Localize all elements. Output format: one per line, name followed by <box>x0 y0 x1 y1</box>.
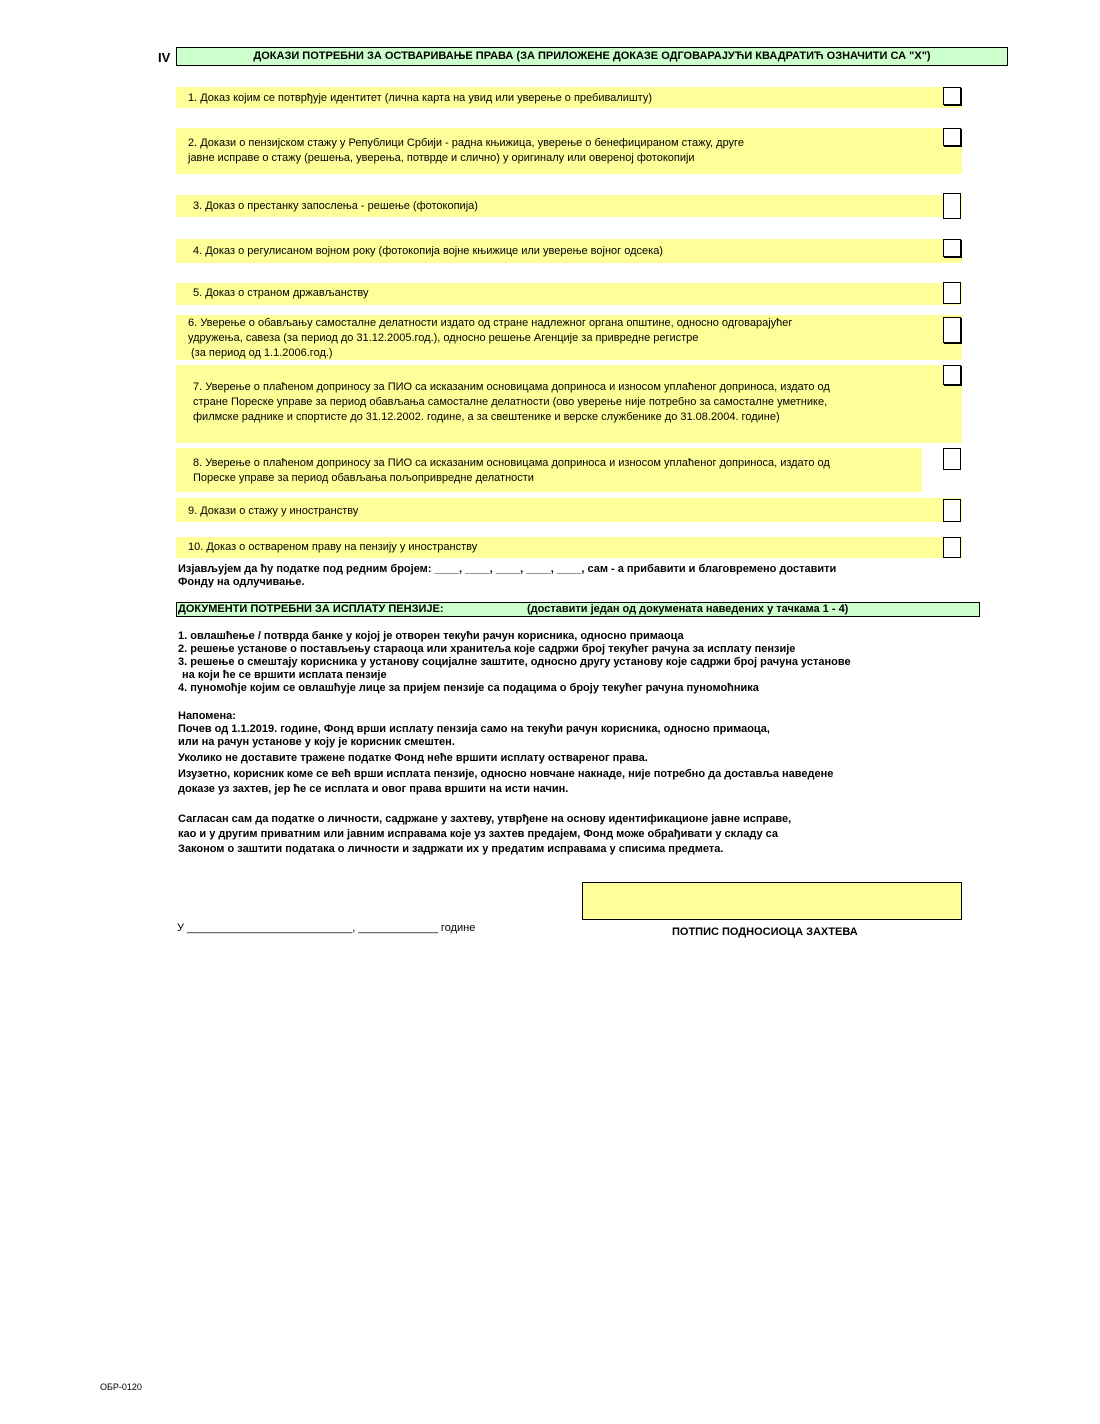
checkbox-item-5[interactable] <box>943 282 961 304</box>
item-7-line-3: филмске раднике и спортисте до 31.12.2002. године, а за свештенике и верске службенике до 31.08.2004. године) <box>193 411 780 423</box>
item-10-line-1: 10. Доказ о оствареном праву на пензију у иностранству <box>188 541 478 553</box>
note-line-2: или на рачун установе у коју је корисник смештен. <box>178 736 455 748</box>
note-line-3: Уколико не доставите тражене податке Фонд неће вршити исплату оствареног права. <box>178 752 648 764</box>
item-6-line-1: 6. Уверење о обављању самосталне делатности издато од стране надлежног органа општине, односно одговарајућег <box>188 317 793 329</box>
signature-field[interactable] <box>582 882 962 920</box>
checkbox-item-2[interactable] <box>943 128 961 146</box>
item-9 <box>188 504 358 519</box>
checkbox-item-7[interactable] <box>943 365 961 385</box>
item-3-line-1: 3. Доказ о престанку запослења - решење (фотокопија) <box>193 200 478 212</box>
payment-doc-line-1: 1. овлашћење / потврда банке у којој је отворен текући рачун корисника, односно примаоца <box>178 630 684 642</box>
item-7-line-1: 7. Уверење о плаћеном доприносу за ПИО са исказаним основицама доприноса и износом уплаћеног доприноса, издато од <box>193 381 830 393</box>
note <box>178 710 833 796</box>
consent <box>178 812 791 857</box>
declaration-line-1: Изјављујем да ћу податке под редним бројем: ____, ____, ____, ____, ____, сам - а прибавити и благовремено доставити <box>178 563 837 575</box>
declaration-line-2: Фонду на одлучивање. <box>178 576 305 588</box>
checkbox-item-10[interactable] <box>943 537 961 558</box>
item-8 <box>193 456 830 486</box>
consent-line-1: Сагласан сам да податке о личности, садржане у захтеву, утврђене на основу идентификационе јавне исправе, <box>178 813 792 825</box>
payment-doc-line-3: 3. решење о смештају корисника у установу социјалне заштите, односно другу установу које садржи број рачуна установе <box>178 656 851 668</box>
item-4 <box>193 244 663 259</box>
item-2 <box>188 136 744 166</box>
consent-line-3: Законом о заштити података о личности и задржати их у предатим исправама у списима предмета. <box>178 843 724 855</box>
item-7 <box>193 380 830 425</box>
item-4-line-1: 4. Доказ о регулисаном војном року (фотокопија војне књижице или уверење војног одсека) <box>193 245 663 257</box>
item-3 <box>193 199 478 214</box>
item-8-line-2: Пореске управе за период обављања пољопривредне делатности <box>193 472 534 484</box>
section-title: ДОКАЗИ ПОТРЕБНИ ЗА ОСТВАРИВАЊЕ ПРАВА (ЗА ПРИЛОЖЕНЕ ДОКАЗЕ ОДГОВАРАЈУЋИ КВАДРАТИЋ ОЗНАЧИТИ СА "X") <box>176 47 1008 66</box>
checkbox-item-6[interactable] <box>943 317 961 343</box>
item-8-line-1: 8. Уверење о плаћеном доприносу за ПИО са исказаним основицама доприноса и износом уплаћеног доприноса, издато од <box>193 457 830 469</box>
form-code: ОБР-0120 <box>100 1382 142 1392</box>
payment-docs-title: ДОКУМЕНТИ ПОТРЕБНИ ЗА ИСПЛАТУ ПЕНЗИЈЕ: <box>178 603 444 615</box>
item-7-line-2: стране Пореске управе за период обављања самосталне делатности (ово уверење није потребно за самосталне уметнике, <box>193 396 828 408</box>
item-5 <box>193 286 368 301</box>
item-6-line-3: (за период од 1.1.2006.год.) <box>191 347 333 359</box>
item-10 <box>188 540 477 555</box>
item-6 <box>188 316 792 361</box>
payment-docs-header <box>176 602 980 617</box>
note-line-4: Изузетно, корисник коме се већ врши исплата пензије, односно новчане накнаде, није потребно да доставља наведене <box>178 768 834 780</box>
note-line-5: доказе уз захтев, јер ће се исплата и овог права вршити на исти начин. <box>178 783 569 795</box>
item-1-line-1: 1. Доказ којим се потврђује идентитет (лична карта на увид или уверење о пребивалишту) <box>188 92 653 104</box>
item-2-line-1: 2. Докази о пензијском стажу у Републици Србији - радна књижица, уверење о бенефицираном стажу, друге <box>188 137 744 149</box>
note-line-1: Почев од 1.1.2019. године, Фонд врши исплату пензија само на текући рачун корисника, односно примаоца, <box>178 723 770 735</box>
payment-doc-line-5: 4. пуномоћје којим се овлашћује лице за пријем пензије са подацима о броју текућег рачуна пуномоћника <box>178 682 759 694</box>
note-heading: Напомена: <box>178 710 236 722</box>
payment-docs-note: (доставити један од докумената наведених у тачкама 1 - 4) <box>527 603 849 615</box>
section-number: IV <box>158 50 171 65</box>
payment-doc-line-2: 2. решење установе о постављењу стараоца или хранитеља које садржи број текућег рачуна за исплату пензије <box>178 643 796 655</box>
item-1 <box>188 91 652 106</box>
checkbox-item-9[interactable] <box>943 499 961 522</box>
checkbox-item-8[interactable] <box>943 448 961 470</box>
signature-label: ПОТПИС ПОДНОСИОЦА ЗАХТЕВА <box>672 926 858 938</box>
item-5-line-1: 5. Доказ о страном држављанству <box>193 287 369 299</box>
declaration <box>178 563 836 589</box>
consent-line-2: као и у другим приватним или јавним исправама које уз захтев предајем, Фонд може обрађивати у складу са <box>178 828 779 840</box>
item-2-line-2: јавне исправе о стажу (решења, уверења, потврде и слично) у оригиналу или овереној фотокопији <box>188 152 695 164</box>
checkbox-item-3[interactable] <box>943 193 961 219</box>
item-6-line-2: удружења, савеза (за период до 31.12.2005.год.), односно решење Агенције за привредне регистре <box>188 332 699 344</box>
checkbox-item-1[interactable] <box>943 87 961 105</box>
place-date-field[interactable]: У ___________________________, _____________ године <box>177 922 476 934</box>
checkbox-item-4[interactable] <box>943 239 961 257</box>
payment-docs-list <box>178 630 851 695</box>
payment-doc-line-4: на који ће се вршити исплата пензије <box>182 669 387 681</box>
item-9-line-1: 9. Докази о стажу у иностранству <box>188 505 359 517</box>
